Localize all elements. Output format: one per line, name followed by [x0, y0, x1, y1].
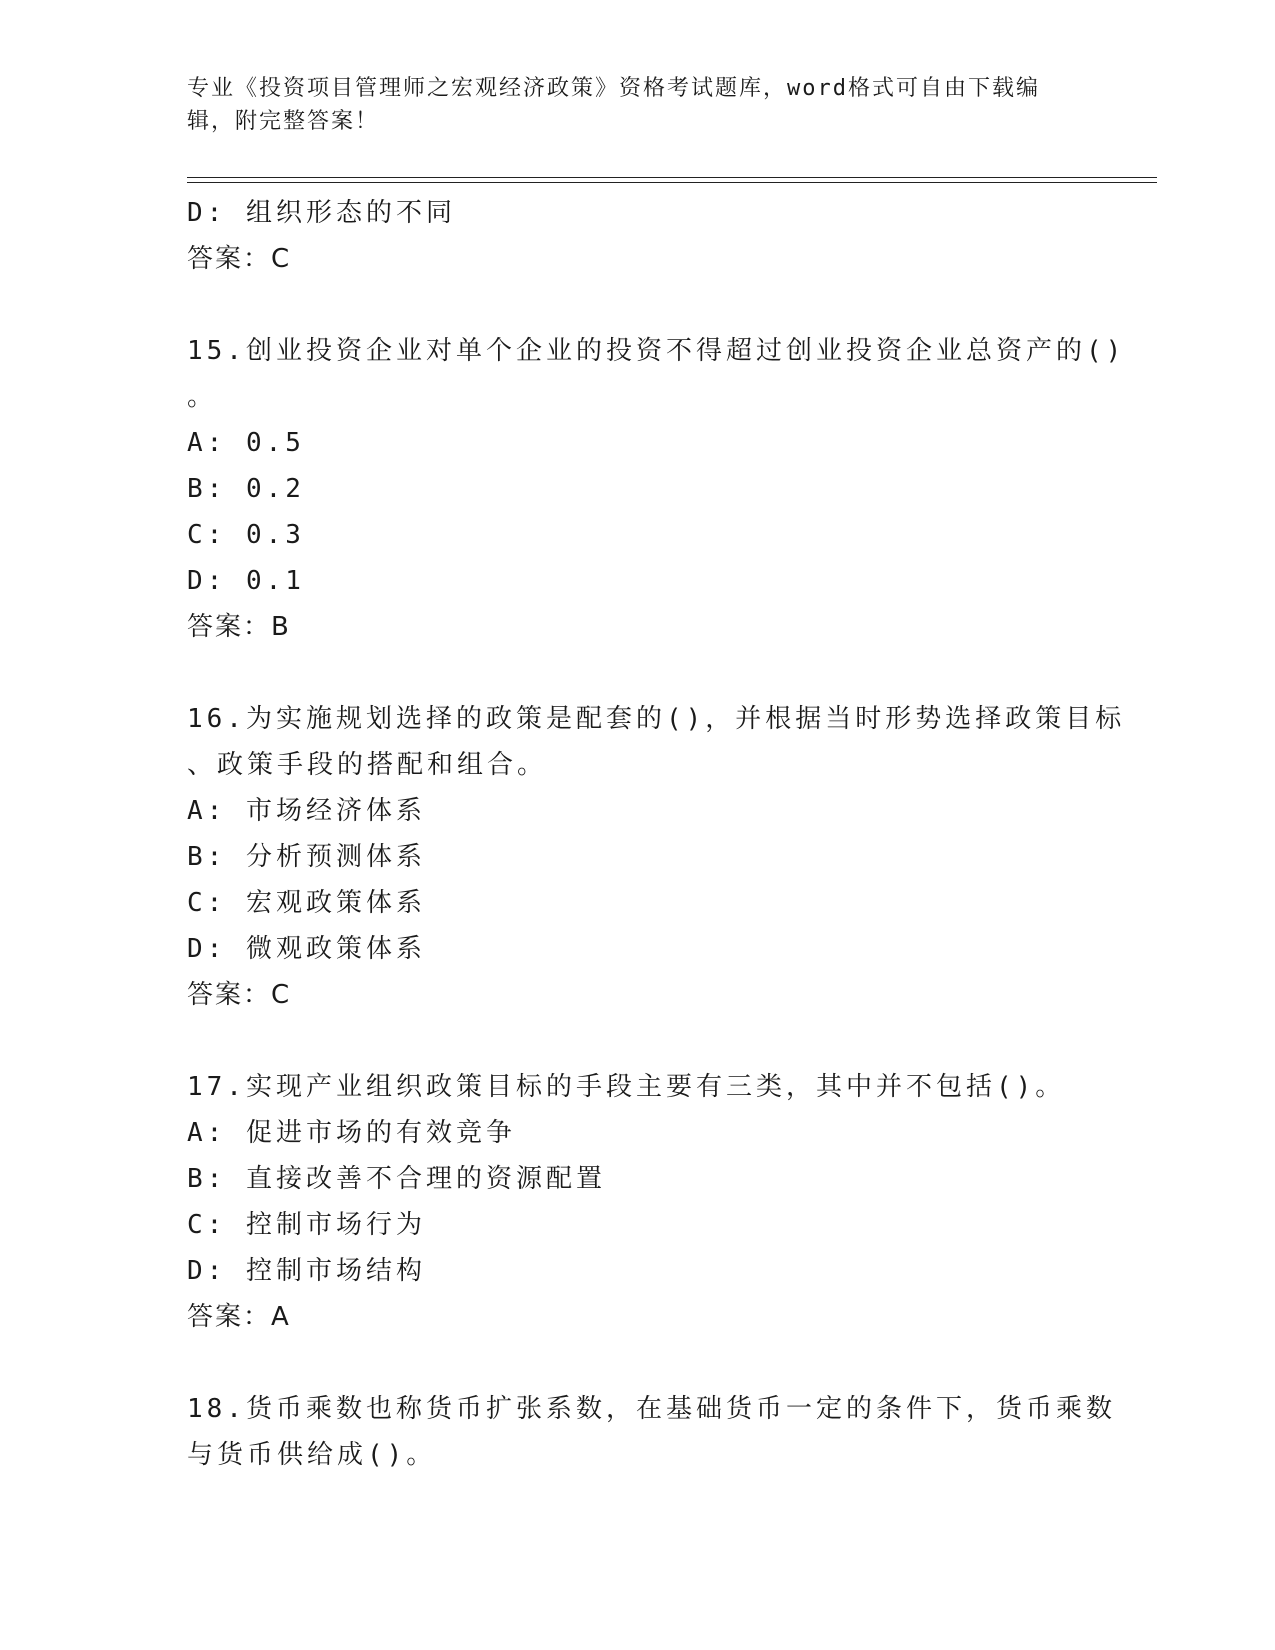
question-16-option-d: D: 微观政策体系: [187, 934, 426, 964]
question-15-option-a: A: 0.5: [187, 428, 305, 458]
document-header: [187, 72, 1067, 138]
question-15-option-d: D: 0.1: [187, 566, 305, 596]
question-16-answer: 答案：C: [187, 980, 292, 1010]
question-15-answer: 答案：B: [187, 612, 291, 642]
header-rule-bottom: [187, 182, 1157, 183]
question-18-text: 18.货币乘数也称货币扩张系数，在基础货币一定的条件下，货币乘数: [187, 1394, 1116, 1424]
question-17-answer: 答案：A: [187, 1302, 291, 1332]
question-15: [187, 328, 1126, 650]
prev-answer: 答案：C: [187, 244, 292, 274]
prev-option-d: D: 组织形态的不同: [187, 198, 456, 228]
question-15-text: 15.创业投资企业对单个企业的投资不得超过创业投资企业总资产的(): [187, 336, 1126, 366]
header-rule-top: [187, 177, 1157, 178]
header-line-1: 专业《投资项目管理师之宏观经济政策》资格考试题库，word格式可自由下载编: [187, 76, 1040, 101]
question-16-option-a: A: 市场经济体系: [187, 796, 426, 826]
question-list: [187, 190, 1126, 1478]
question-15-text-cont: 。: [187, 382, 218, 412]
question-17-text: 17.实现产业组织政策目标的手段主要有三类，其中并不包括()。: [187, 1072, 1066, 1102]
question-16-option-c: C: 宏观政策体系: [187, 888, 426, 918]
question-15-option-c: C: 0.3: [187, 520, 305, 550]
question-16-option-b: B: 分析预测体系: [187, 842, 426, 872]
header-line-2: 辑，附完整答案！: [187, 109, 380, 134]
question-17-option-b: B: 直接改善不合理的资源配置: [187, 1164, 606, 1194]
question-17: [187, 1064, 1087, 1340]
question-16-text: 16.为实施规划选择的政策是配套的()，并根据当时形势选择政策目标: [187, 704, 1126, 734]
question-17-option-c: C: 控制市场行为: [187, 1210, 426, 1240]
question-16: [187, 696, 1126, 1018]
question-17-option-a: A: 促进市场的有效竞争: [187, 1118, 516, 1148]
question-18-text-cont: 与货币供给成()。: [187, 1440, 437, 1470]
question-18: [187, 1386, 1116, 1478]
question-17-option-d: D: 控制市场结构: [187, 1256, 426, 1286]
question-16-text-cont: 、政策手段的搭配和组合。: [187, 750, 548, 780]
question-15-option-b: B: 0.2: [187, 474, 305, 504]
